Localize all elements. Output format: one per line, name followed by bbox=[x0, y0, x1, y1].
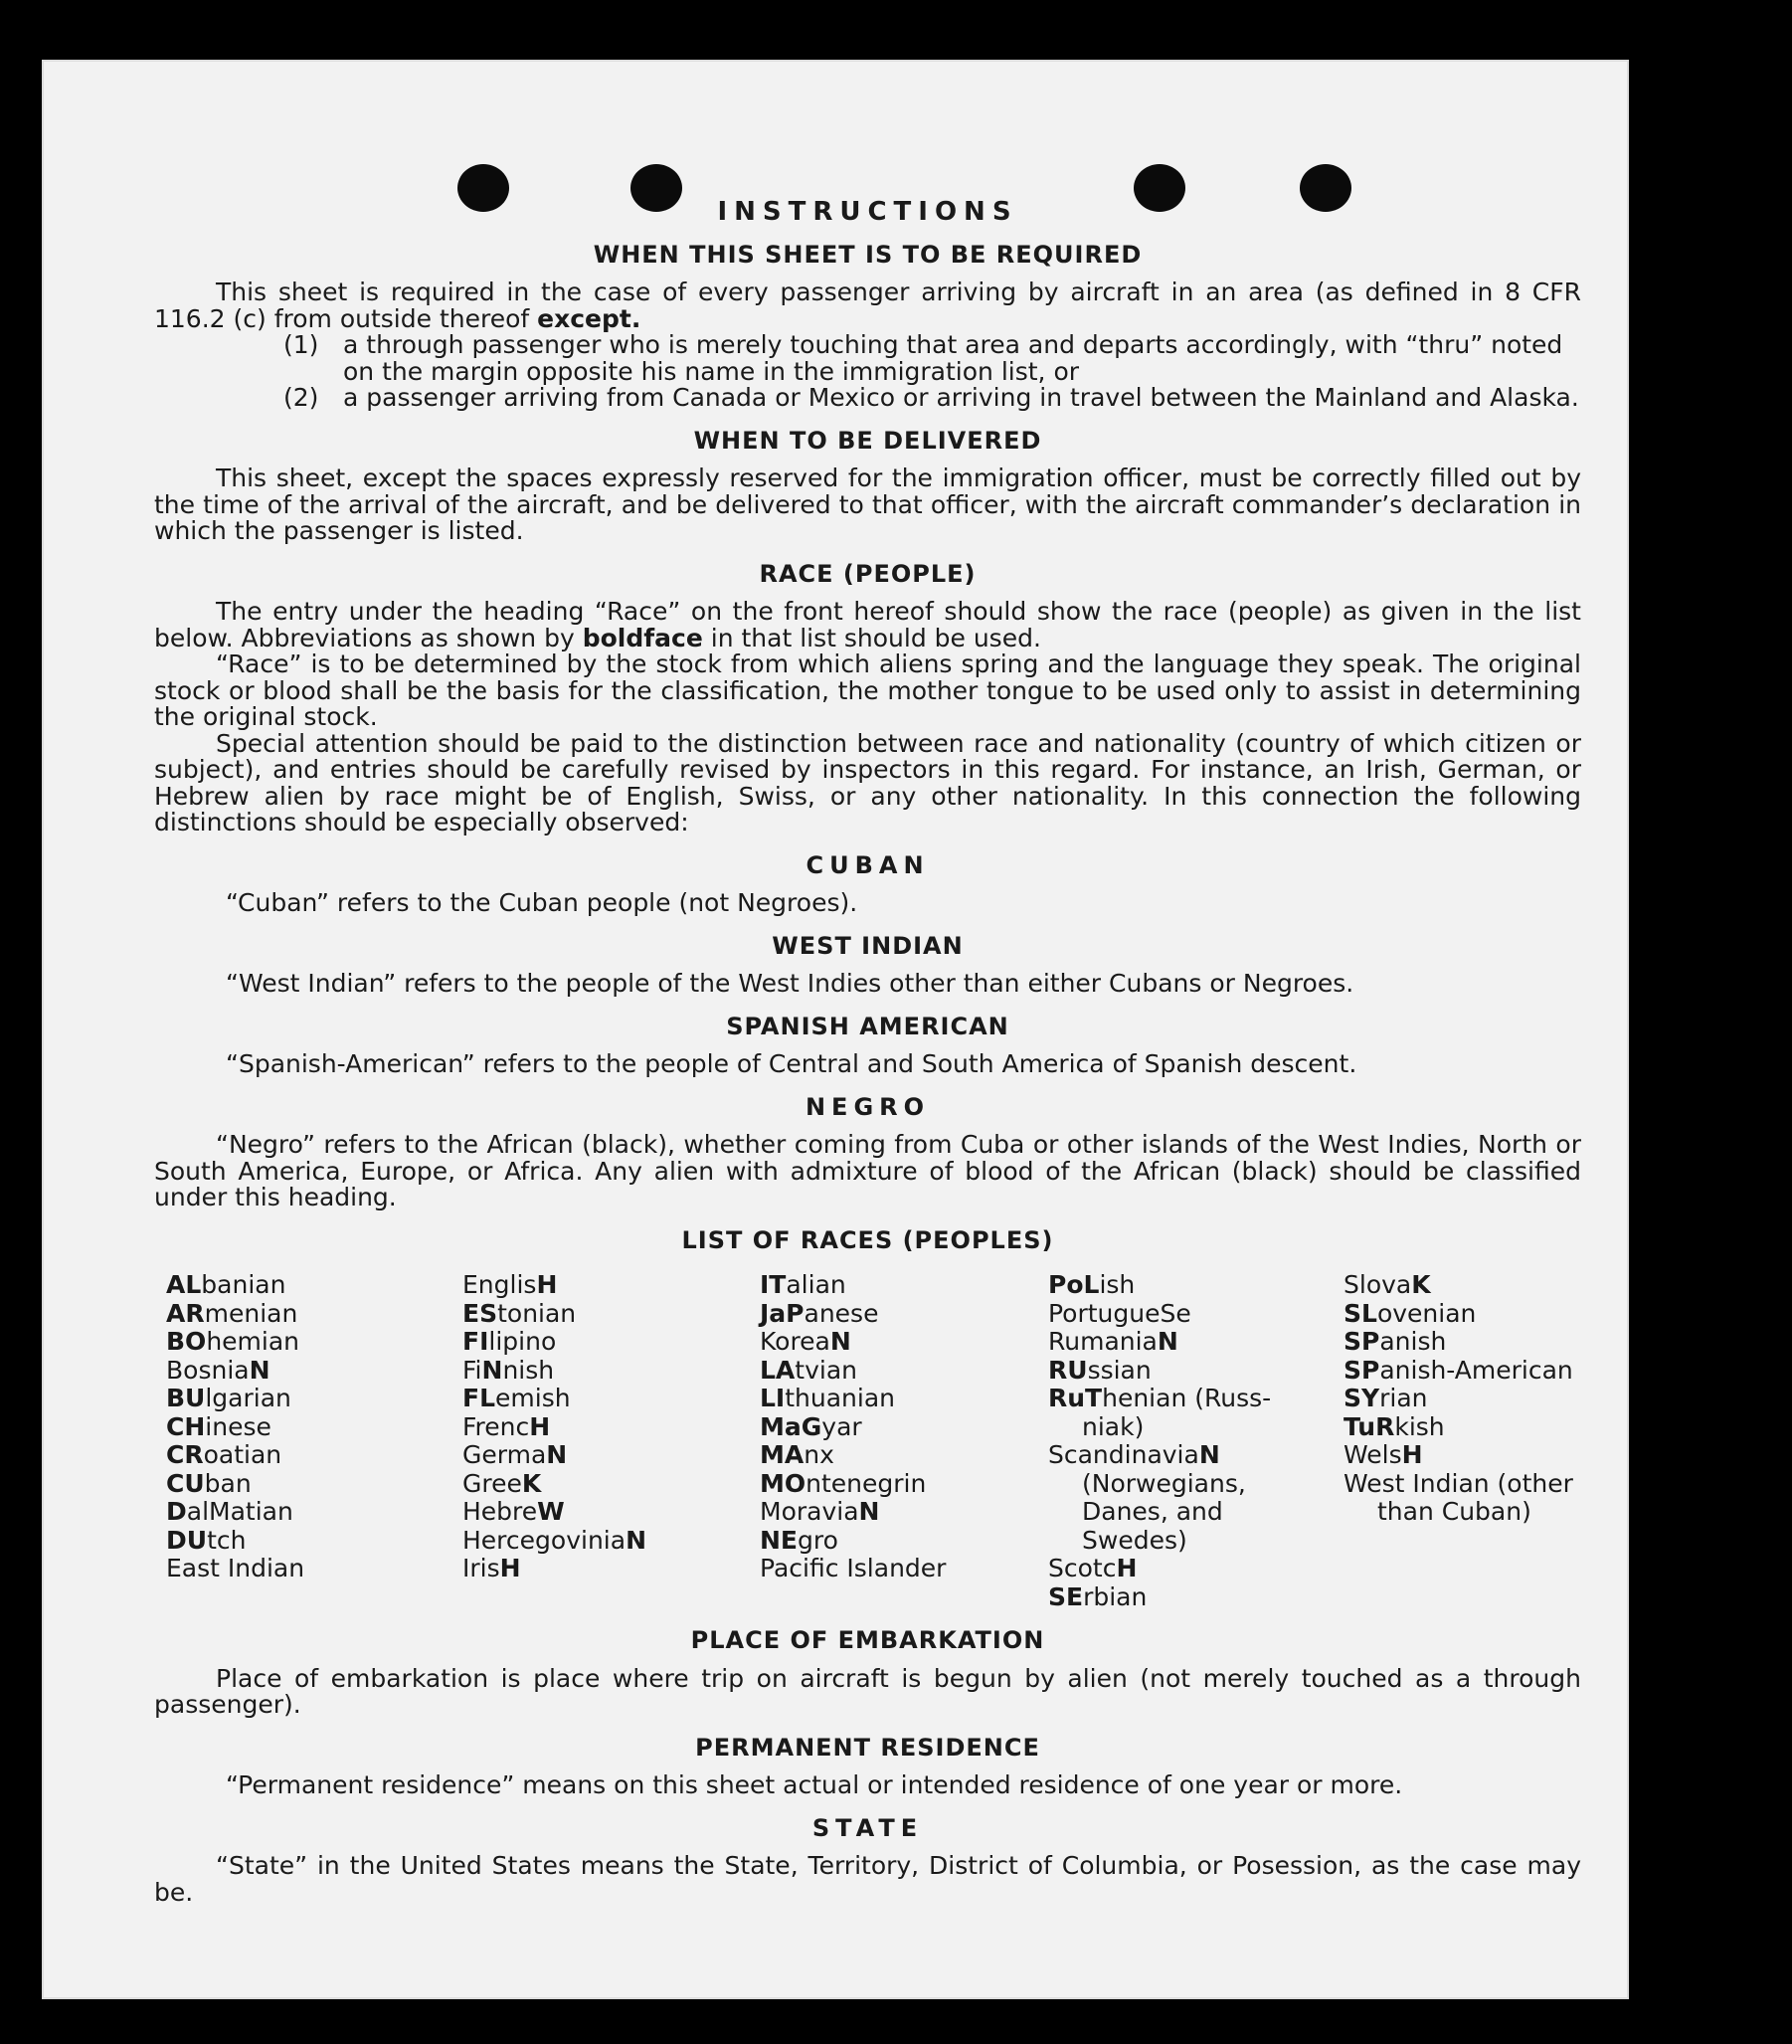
race-entry: HercegoviniaN bbox=[462, 1525, 646, 1555]
race-entry: SPanish-American bbox=[1344, 1355, 1573, 1385]
race-entry: Pacific Islander bbox=[760, 1554, 947, 1582]
race-entry: Danes, and bbox=[1082, 1497, 1223, 1526]
heading-west-indian: WEST INDIAN bbox=[772, 931, 964, 960]
race-entry: ITalian bbox=[760, 1270, 846, 1299]
race-entry: PortugueSe bbox=[1048, 1298, 1191, 1328]
when-required-intro: This sheet is required in the case of every passenger arriving by aircraft in an area (as defined in 8 CFR 116.2 (c) from outside thereof except. bbox=[154, 278, 1581, 333]
race-entry: FrencH bbox=[462, 1411, 551, 1441]
race-entry: GreeK bbox=[462, 1468, 542, 1498]
race-entry: BosniaN bbox=[166, 1355, 270, 1385]
heading-negro: NEGRO bbox=[805, 1092, 931, 1121]
race-entry: SlovaK bbox=[1344, 1270, 1431, 1299]
race-entry: CUban bbox=[166, 1468, 252, 1498]
race-column bbox=[166, 1271, 462, 1611]
race-entry: BUlgarian bbox=[166, 1384, 291, 1412]
race-entry: Swedes) bbox=[1082, 1525, 1187, 1555]
race-entry: West Indian (other bbox=[1344, 1468, 1573, 1498]
race-entry: SYrian bbox=[1344, 1384, 1428, 1412]
race-entry: (Norwegians, bbox=[1082, 1468, 1246, 1498]
race-entry: SPanish bbox=[1344, 1327, 1447, 1356]
race-column bbox=[760, 1271, 1048, 1611]
race-entry: PoLish bbox=[1048, 1270, 1136, 1299]
page-title: INSTRUCTIONS bbox=[717, 197, 1018, 227]
race-entry: FLemish bbox=[462, 1384, 571, 1412]
race-entry: MaGyar bbox=[760, 1411, 862, 1441]
race-entry: DalMatian bbox=[166, 1497, 293, 1526]
race-entry: BOhemian bbox=[166, 1327, 300, 1356]
negro-definition: “Negro” refers to the African (black), whether coming from Cuba or other islands of the West Indies, North or South America, Europe, or Africa. Any alien with admixture of blood of the African (black) should be classified under this heading. bbox=[154, 1130, 1581, 1211]
heading-embarkation: PLACE OF EMBARKATION bbox=[690, 1626, 1045, 1654]
heading-spanish-american: SPANISH AMERICAN bbox=[726, 1012, 1009, 1040]
west-indian-definition: “West Indian” refers to the people of the West Indies other than either Cubans or Negroes. bbox=[226, 969, 1354, 998]
race-entry: WelsH bbox=[1344, 1440, 1423, 1469]
race-entry: CHinese bbox=[166, 1411, 271, 1441]
race-entry: ScandinaviaN bbox=[1048, 1440, 1220, 1469]
permanent-residence-definition: “Permanent residence” means on this sheet actual or intended residence of one year or more. bbox=[226, 1770, 1403, 1799]
race-column bbox=[1344, 1271, 1592, 1611]
embarkation-definition: Place of embarkation is place where trip on aircraft is begun by alien (not merely touched as a through passenger). bbox=[154, 1663, 1581, 1719]
race-entry: DUtch bbox=[166, 1525, 247, 1555]
race-paragraph-3: Special attention should be paid to the distinction between race and nationality (country of which citizen or subject), and entries should be carefully revised by inspectors in this regard. For instance, an Irish, German, or Hebrew alien by race might be of English, Swiss, or any other nationality. In this connection the following distinctions should be especially observed: bbox=[154, 728, 1581, 836]
race-entry: SLovenian bbox=[1344, 1298, 1477, 1328]
instructions-content bbox=[154, 199, 1581, 1906]
race-entry: EnglisH bbox=[462, 1270, 558, 1299]
race-entry: ARmenian bbox=[166, 1298, 298, 1328]
heading-state: STATE bbox=[811, 1813, 924, 1842]
cuban-definition: “Cuban” refers to the Cuban people (not Negroes). bbox=[226, 888, 858, 917]
race-entry: IrisH bbox=[462, 1554, 521, 1582]
race-entry: RUssian bbox=[1048, 1355, 1152, 1385]
race-entry: LAtvian bbox=[760, 1355, 857, 1385]
race-entry: CRoatian bbox=[166, 1440, 282, 1469]
race-paragraph-2: “Race” is to be determined by the stock from which aliens spring and the language they speak. The original stock or blood shall be the basis for the classification, the mother tongue to be used only to assist in determining the original stock. bbox=[154, 650, 1581, 731]
heading-when-required: WHEN THIS SHEET IS TO BE REQUIRED bbox=[593, 240, 1143, 269]
race-entry: MoraviaN bbox=[760, 1497, 880, 1526]
race-column bbox=[462, 1271, 760, 1611]
heading-race: RACE (PEOPLE) bbox=[759, 559, 977, 588]
race-entry: GermaN bbox=[462, 1440, 568, 1469]
race-entry: NEgro bbox=[760, 1525, 838, 1555]
heading-list-of-races: LIST OF RACES (PEOPLES) bbox=[681, 1225, 1054, 1254]
race-entry: MOntenegrin bbox=[760, 1468, 927, 1498]
race-entry: SErbian bbox=[1048, 1581, 1148, 1611]
race-entry: EStonian bbox=[462, 1298, 577, 1328]
race-entry: RumaniaN bbox=[1048, 1327, 1178, 1356]
race-column bbox=[1048, 1271, 1344, 1611]
race-entry: niak) bbox=[1082, 1411, 1145, 1441]
exception-item: (2) a passenger arriving from Canada or Mexico or arriving in travel between the Mainland and Alaska. bbox=[283, 383, 1579, 412]
race-entry: MAnx bbox=[760, 1440, 834, 1469]
race-entry: HebreW bbox=[462, 1497, 565, 1526]
race-entry: FIlipino bbox=[462, 1327, 557, 1356]
race-entry: KoreaN bbox=[760, 1327, 851, 1356]
race-entry: East Indian bbox=[166, 1554, 305, 1582]
spanish-american-definition: “Spanish-American” refers to the people of Central and South America of Spanish descent. bbox=[226, 1049, 1357, 1078]
race-entry: LIthuanian bbox=[760, 1384, 896, 1412]
race-entry: FiNnish bbox=[462, 1355, 555, 1385]
exception-item: (1) a through passenger who is merely touching that area and departs accordingly, with “thru” noted on the margin opposite his name in the immigration list, or bbox=[283, 330, 1563, 386]
heading-permanent-residence: PERMANENT RESIDENCE bbox=[695, 1733, 1040, 1762]
heading-cuban: CUBAN bbox=[806, 850, 930, 879]
when-delivered-text: This sheet, except the spaces expressly reserved for the immigration officer, must be correctly filled out by the time of the arrival of the aircraft, and be delivered to that officer, with the aircraft commander’s declaration in which the passenger is listed. bbox=[154, 464, 1581, 545]
state-definition: “State” in the United States means the State, Territory, District of Columbia, or Posession, as the case may be. bbox=[154, 1851, 1581, 1907]
race-entry: ALbanian bbox=[166, 1270, 286, 1299]
heading-when-delivered: WHEN TO BE DELIVERED bbox=[693, 426, 1042, 455]
race-paragraph-1: The entry under the heading “Race” on the front hereof should show the race (people) as given in the list below. Abbreviations as shown by boldface in that list should be used. bbox=[154, 597, 1581, 652]
race-entry: RuThenian (Russ- bbox=[1048, 1384, 1272, 1412]
race-entry: than Cuban) bbox=[1377, 1497, 1531, 1526]
race-entry: TuRkish bbox=[1344, 1411, 1445, 1441]
race-list-grid bbox=[166, 1271, 1581, 1611]
race-entry: JaPanese bbox=[760, 1298, 879, 1328]
race-entry: ScotcH bbox=[1048, 1554, 1138, 1582]
